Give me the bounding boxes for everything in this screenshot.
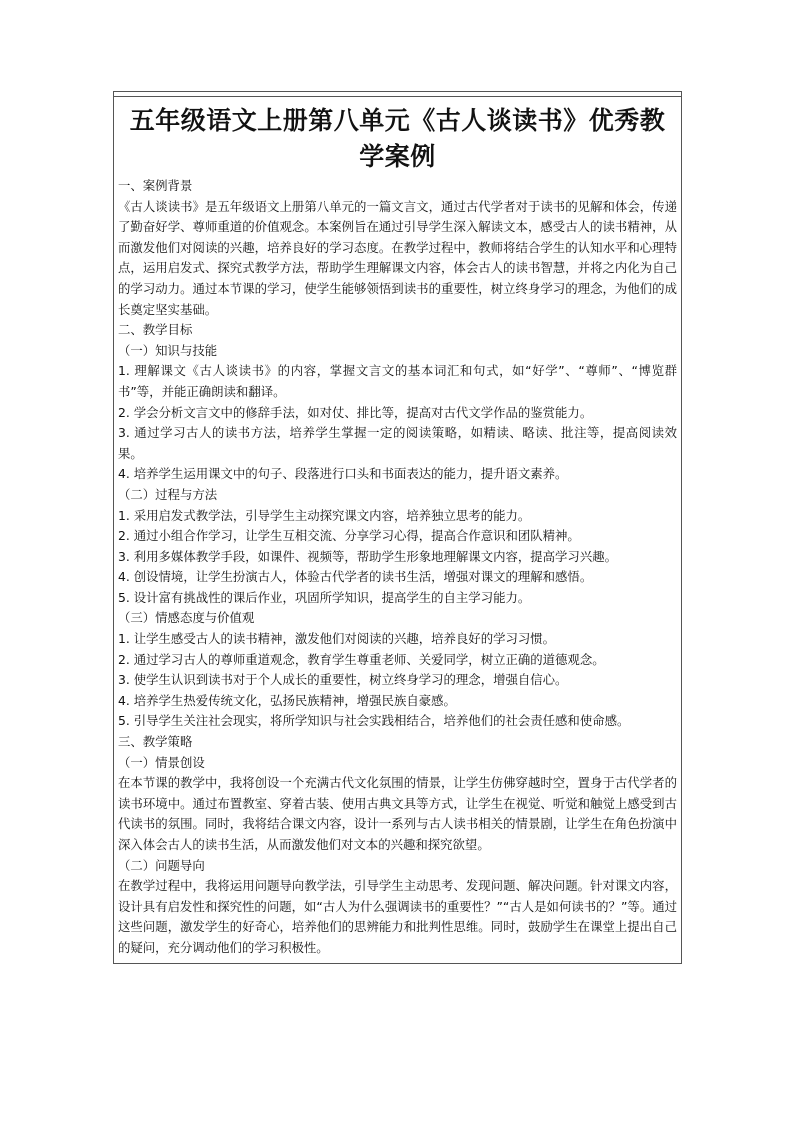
paragraph: 在教学过程中，我将运用问题导向教学法，引导学生主动思考、发现问题、解决问题。针对课文内容，设计具有启发性和探究性的问题，如“古人为什么强调读书的重要性？”“古人是如何读书的？”等。通过这些问题，激发学生的好奇心，培养他们的思辨能力和批判性思维。同时，鼓励学生在课堂上提出自己的疑问，充分调动他们的学习积极性。 (118, 878, 677, 955)
list-item: 1. 让学生感受古人的读书精神，激发他们对阅读的兴趣，培养良好的学习习惯。 (118, 631, 556, 647)
list-item: 3. 通过学习古人的读书方法，培养学生掌握一定的阅读策略，如精读、略读、批注等，提高阅读效果。 (118, 425, 677, 461)
list-item: 5. 引导学生关注社会现实，将所学知识与社会实践相结合，培养他们的社会责任感和使命感。 (118, 713, 630, 729)
list-item: 4. 培养学生热爱传统文化，弘扬民族精神，增强民族自豪感。 (118, 692, 456, 708)
section-heading: 一、案例背景 (118, 178, 193, 193)
section-heading: 二、教学目标 (118, 322, 193, 338)
subsection-heading: （三）情感态度与价值观 (118, 610, 255, 626)
section-heading: 三、教学策略 (118, 734, 193, 750)
subsection-heading: （二）问题导向 (118, 857, 205, 873)
list-item: 2. 通过小组合作学习，让学生互相交流、分享学习心得，提高合作意识和团队精神。 (118, 528, 580, 544)
list-item: 2. 通过学习古人的尊师重道观念，教育学生尊重老师、关爱同学，树立正确的道德观念。 (118, 651, 605, 667)
document-cell (113, 96, 682, 964)
list-item: 4. 培养学生运用课文中的句子、段落进行口头和书面表达的能力，提升语文素养。 (118, 466, 568, 482)
list-item: 1. 采用启发式教学法，引导学生主动探究课文内容，培养独立思考的能力。 (118, 507, 531, 523)
subsection-heading: （一）知识与技能 (118, 342, 218, 358)
paragraph: 在本节课的教学中，我将创设一个充满古代文化氛围的情景，让学生仿佛穿越时空，置身于古代学者的读书环境中。通过布置教室、穿着古装、使用古典文具等方式，让学生在视觉、听觉和触觉上感受到古代读书的氛围。同时，我将结合课文内容，设计一系列与古人读书相关的情景剧，让学生在角色扮演中深入体会古人的读书生活，从而激发他们对文本的兴趣和探究欲望。 (118, 775, 677, 852)
list-item: 3. 使学生认识到读书对于个人成长的重要性，树立终身学习的理念，增强自信心。 (118, 672, 568, 688)
list-item: 2. 学会分析文言文中的修辞手法，如对仗、排比等，提高对古代文学作品的鉴赏能力。 (118, 404, 593, 420)
document-table (113, 91, 682, 964)
list-item: 1. 理解课文《古人谈读书》的内容，掌握文言文的基本词汇和句式，如“好学”、“尊师”、“博览群书”等，并能正确朗读和翻译。 (118, 363, 677, 399)
list-item: 3. 利用多媒体教学手段，如课件、视频等，帮助学生形象地理解课文内容，提高学习兴趣。 (118, 548, 617, 564)
list-item: 4. 创设情境，让学生扮演古人，体验古代学者的读书生活，增强对课文的理解和感悟。 (118, 569, 593, 585)
page-title: 五年级语文上册第八单元《古人谈读书》优秀教学案例 (129, 106, 666, 171)
subsection-heading: （二）过程与方法 (118, 486, 218, 502)
subsection-heading: （一）情景创设 (118, 754, 205, 770)
list-item: 5. 设计富有挑战性的课后作业，巩固所学知识，提高学生的自主学习能力。 (118, 589, 531, 605)
paragraph: 《古人谈读书》是五年级语文上册第八单元的一篇文言文，通过古代学者对于读书的见解和体会，传递了勤奋好学、尊师重道的价值观念。本案例旨在通过引导学生深入解读文本，感受古人的读书精神，从而激发他们对阅读的兴趣，培养良好的学习态度。在教学过程中，教师将结合学生的认知水平和心理特点，运用启发式、探究式教学方法，帮助学生理解课文内容，体会古人的读书智慧，并将之内化为自己的学习动力。通过本节课的学习，使学生能够领悟到读书的重要性，树立终身学习的理念，为他们的成长奠定坚实基础。 (118, 198, 677, 317)
